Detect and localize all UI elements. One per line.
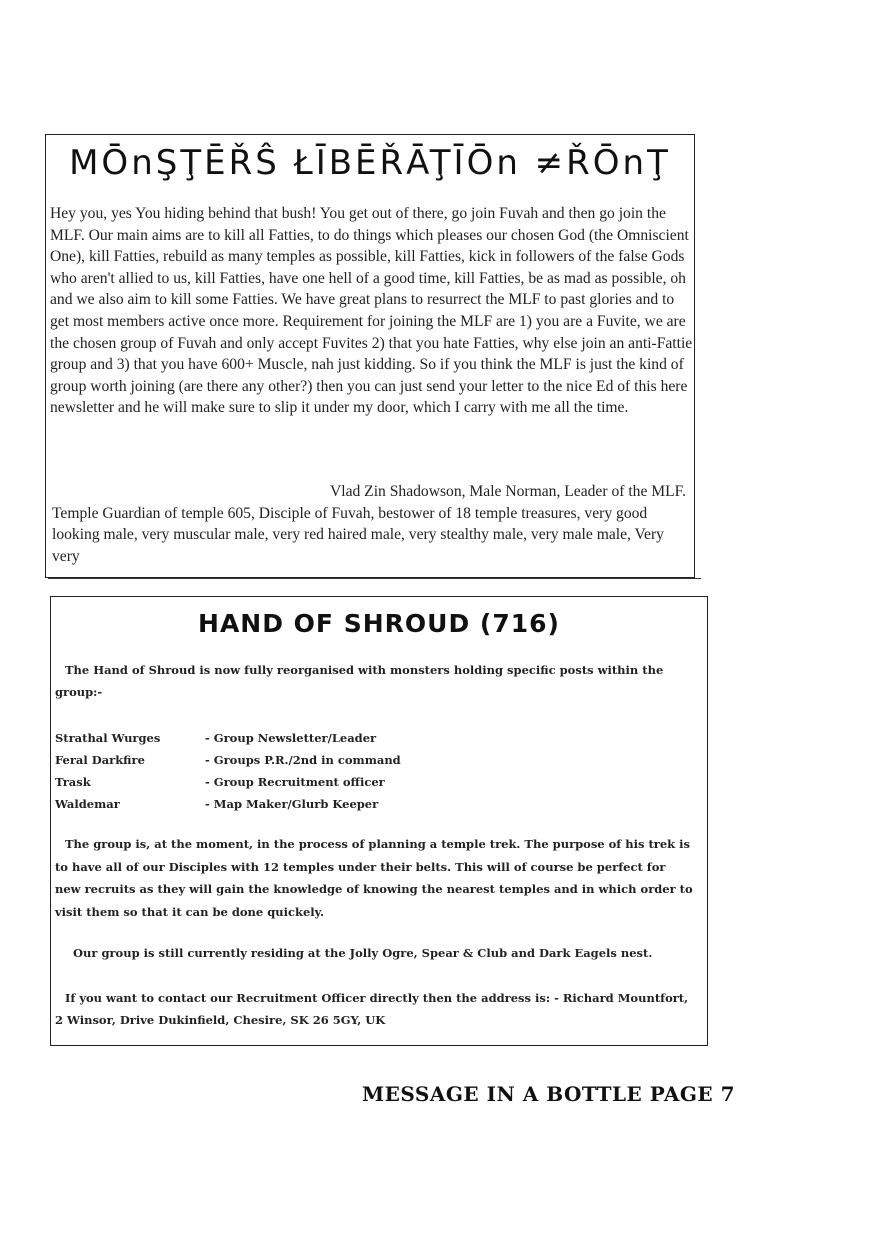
member-row [55,749,695,771]
hos-members-list [55,727,695,815]
mlf-title: MŌnŞŢĒŘŜ ŁĪBĒŘĀŢĪŌn ≠ŘŌnŢ [69,143,671,183]
member-name: Trask [55,775,91,789]
hos-article [50,596,708,1046]
member-row [55,727,695,749]
mlf-article [45,134,695,578]
member-role: - Map Maker/Glurb Keeper [205,797,379,811]
mlf-body-text: Hey you, yes You hiding behind that bush! You get out of there, go join Fuvah and then go join the MLF. Our main aims are to kill all Fatties, to do things which pleases our chosen God (the Omniscient One), kill Fatties, rebuild as many temples as possible, kill Fatties, kick in followers of the false Gods who aren't allied to us, kill Fatties, have one hell of a good time, kill Fatties, be as mad as possible, oh and we also aim to kill some Fatties. We have great plans to resurrect the MLF to past glories and to get most members active once more. Requirement for joining the MLF are 1) you are a Fuvite, we are the chosen group of Fuvah and only accept Fuvites 2) that you hate Fatties, why else join an anti-Fattie group and 3) that you have 600+ Muscle, nah just kidding. So if you think the MLF is just the kind of group worth joining (are there any other?) then you can just send your letter to the nice Ed of this here newsletter and he will make sure to slip it under my door, which I carry with me all the time. [50,205,693,417]
member-role: - Groups P.R./2nd in command [205,753,401,767]
hos-temple-trek-paragraph: The group is, at the moment, in the process of planning a temple trek. The purpose of his trek is to have all of our Disciples with 12 temples under their belts. This will of course be perfect for new recruits as they will gain the knowledge of knowing the nearest temples and in which order to visit them so that it can be done quickely. [55,837,693,919]
hos-residence-paragraph: Our group is still currently residing at the Jolly Ogre, Spear & Club and Dark Eagels nest. [73,946,653,960]
member-role: - Group Recruitment officer [205,775,385,789]
mlf-divider [48,578,701,579]
hos-intro: The Hand of Shroud is now fully reorganised with monsters holding specific posts within the group:- [55,663,664,699]
mlf-signature [52,481,692,567]
hos-title: HAND OF SHROUD (716) [198,609,560,638]
mlf-signature-titles: Temple Guardian of temple 605, Disciple of Fuvah, bestower of 18 temple treasures, very good looking male, very muscular male, very red haired male, very stealthy male, very male male, Very very [52,504,664,565]
member-name: Feral Darkfire [55,753,145,767]
page-footer: MESSAGE IN A BOTTLE PAGE 7 [362,1082,736,1106]
member-role: - Group Newsletter/Leader [205,731,377,745]
member-row [55,771,695,793]
member-row [55,793,695,815]
member-name: Waldemar [55,797,120,811]
hos-contact-paragraph: If you want to contact our Recruitment Officer directly then the address is: - Richard Mountfort, 2 Winsor, Drive Dukinfield, Chesire, SK 26 5GY, UK [55,991,689,1027]
member-name: Strathal Wurges [55,731,161,745]
mlf-signature-line: Vlad Zin Shadowson, Male Norman, Leader of the MLF. [329,483,686,500]
